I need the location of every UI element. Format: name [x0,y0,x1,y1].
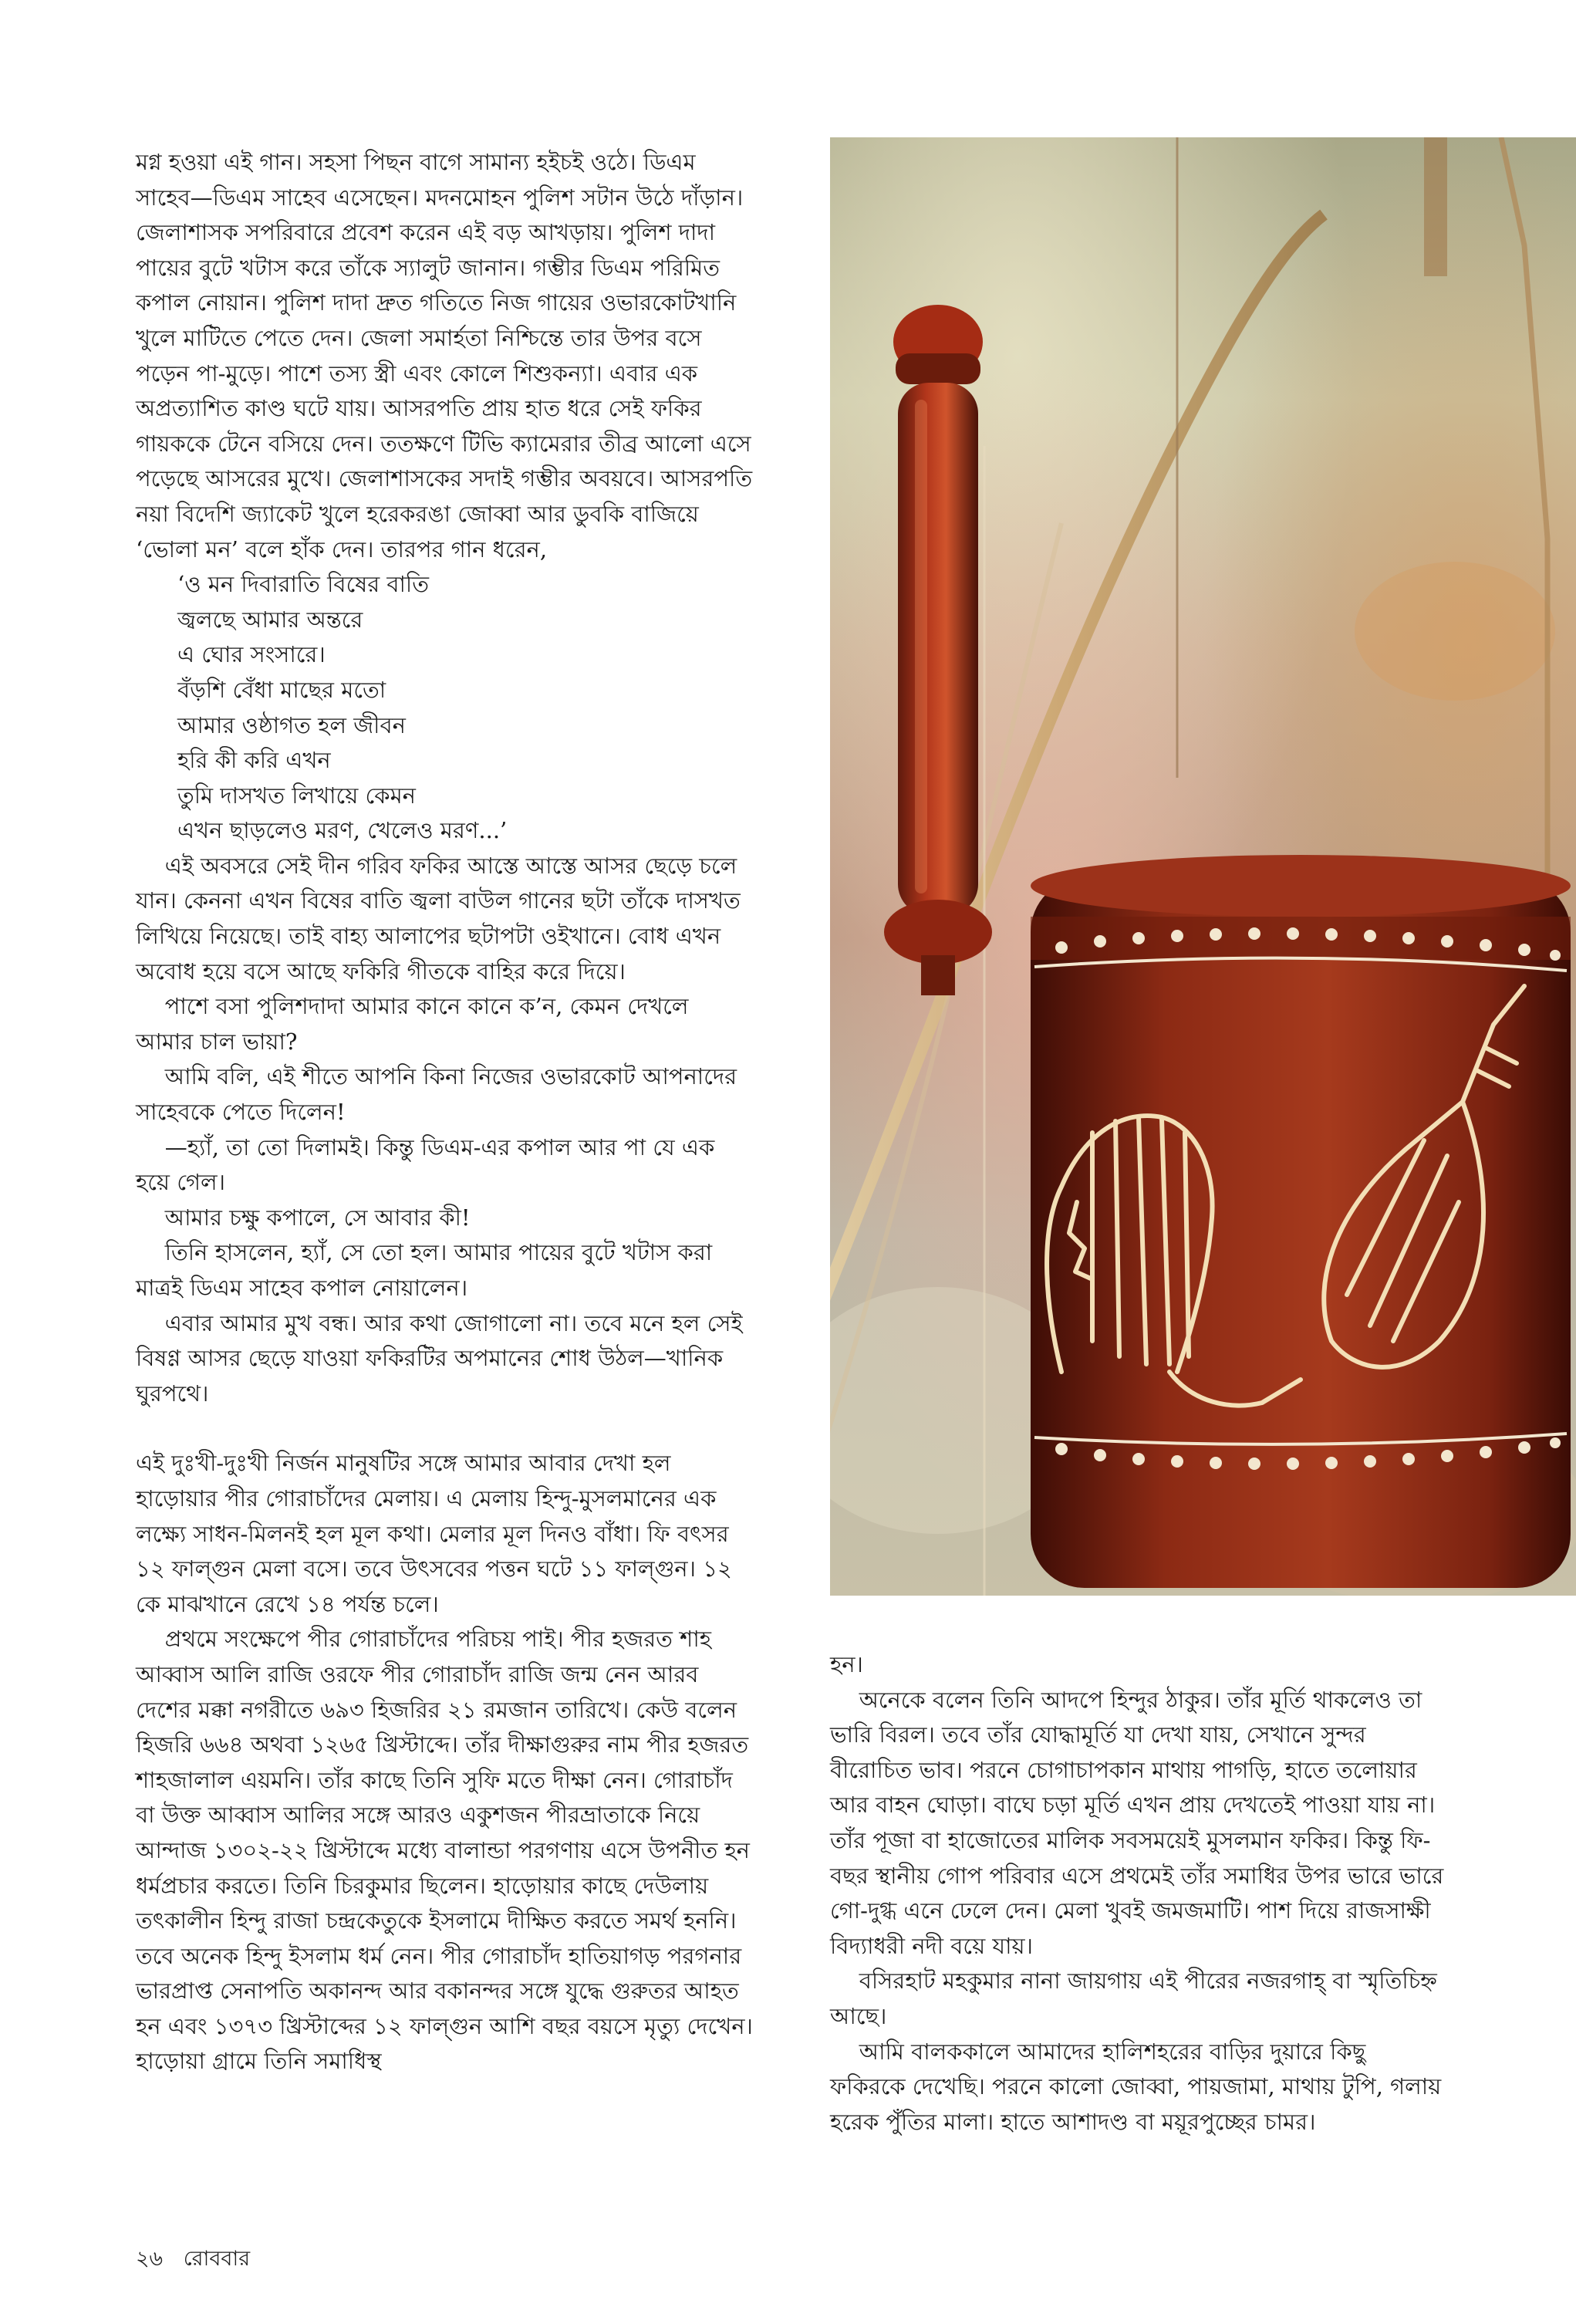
song-verse-line: এ ঘোর সংসারে। [177,641,326,668]
paragraph: হন। [830,1651,863,1677]
song-verse-line: জ্বলছে আমার অন্তরে [177,606,363,633]
paragraph: আমি বালককালে আমাদের হালিশহরের বাড়ির দুয়ারে কিছু ফকিরকে দেখেছি। পরনে কালো জোব্বা, পায়জামা, মাথায় টুপি, গলায় হরেক পুঁতির মালা। হাতে আশাদণ্ড বা ময়ূরপুচ্ছের চামর। [830,2038,1442,2135]
right-text-column [830,1647,1447,2140]
paragraph: এই দুঃখী-দুঃখী নির্জন মানুষটির সঙ্গে আমার আবার দেখা হল হাড়োয়ার পীর গোরাচাঁদের মেলায়। এ মেলায় হিন্দু-মুসলমানের এক লক্ষ্যে সাধন-মিলনই হল মূল কথা। মেলার মূল দিনও বাঁধা। ফি বৎসর ১২ ফাল্গুন মেলা বসে। তবে উৎসবের পত্তন ঘটে ১১ ফাল্গুন। ১২ কে মাঝখানে রেখে ১৪ পর্যন্ত চলে। [136,1450,732,1617]
page-footer [136,2244,264,2275]
song-verse-line: তুমি দাসখত লিখায়ে কেমন [177,782,416,809]
song-verse-line: ‘ও মন দিবারাতি বিষের বাতি [177,571,429,598]
paragraph: এই অবসরে সেই দীন গরিব ফকির আস্তে আস্তে আসর ছেড়ে চলে যান। কেননা এখন বিষের বাতি জ্বলা বাউল গানের ছটা তাঁকে দাসখত লিখিয়ে নিয়েছে। তাই বাহ্য আলাপের ছটাপটা ওইখানে। বোধ এখন অবোধ হয়ে বসে আছে ফকিরি গীতকে বাহির করে দিয়ে। [136,852,741,985]
ektara-photo [830,137,1576,1596]
paragraph: আমার চক্ষু কপালে, সে আবার কী! [164,1204,471,1231]
paragraph: অনেকে বলেন তিনি আদপে হিন্দুর ঠাকুর। তাঁর মূর্তি থাকলেও তা ভারি বিরল। তবে তাঁর যোদ্ধামূর্তি যা দেখা যায়, সেখানে সুন্দর বীরোচিত ভাব। পরনে চোগাচাপকান মাথায় পাগড়ি, হাতে তলোয়ার আর বাহন ঘোড়া। বাঘে চড়া মূর্তি এখন প্রায় দেখতেই পাওয়া যায় না। তাঁর পূজা বা হাজোতের মালিক সবসময়েই মুসলমান ফকির। কিন্তু ফি-বছর স্থানীয় গোপ পরিবার এসে প্রথমেই তাঁর সমাধির উপর ভারে ভারে গো-দুগ্ধ এনে ঢেলে দেন। মেলা খুবই জমজমাটি। পাশ দিয়ে রাজসাক্ষী বিদ্যাধরী নদী বয়ে যায়। [830,1686,1444,1959]
song-verse-line: এখন ছাড়লেও মরণ, খেলেও মরণ...’ [177,817,508,844]
paragraph: বসিরহাট মহকুমার নানা জায়গায় এই পীরের নজরগাহ্ বা স্মৃতিচিহ্ন আছে। [830,1968,1437,2029]
paragraph: আমি বলি, এই শীতে আপনি কিনা নিজের ওভারকোট আপনাদের সাহেবকে পেতে দিলেন! [136,1063,737,1126]
paragraph: —হ্যাঁ, তা তো দিলামই। কিন্তু ডিএম-এর কপাল আর পা যে এক হয়ে গেল। [136,1133,715,1196]
paragraph: তিনি হাসলেন, হ্যাঁ, সে তো হল। আমার পায়ের বুটে খটাস করা মাত্রই ডিএম সাহেব কপাল নোয়ালেন। [136,1239,713,1301]
paragraph: এবার আমার মুখ বন্ধ। আর কথা জোগালো না। তবে মনে হল সেই বিষণ্ণ আসর ছেড়ে যাওয়া ফকিরটির অপমানের শোধ উঠল—খানিক ঘুরপথে। [136,1309,743,1407]
magazine-name: রোববার [183,2247,251,2271]
song-verse-line: বঁড়শি বেঁধা মাছের মতো [177,676,386,703]
paragraph: প্রথমে সংক্ষেপে পীর গোরাচাঁদের পরিচয় পাই। পীর হজরত শাহ আব্বাস আলি রাজি ওরফে পীর গোরাচাঁদ রাজি জন্ম নেন আরব দেশের মক্কা নগরীতে ৬৯৩ হিজরির ২১ রমজান তারিখে। কেউ বলেন হিজরি ৬৬৪ অথবা ১২৬৫ খ্রিস্টাব্দে। তাঁর দীক্ষাগুরুর নাম পীর হজরত শাহজালাল এয়মনি। তাঁর কাছে তিনি সুফি মতে দীক্ষা নেন। গোরাচাঁদ বা উক্ত আব্বাস আলির সঙ্গে আরও একুশজন পীরভ্রাতাকে নিয়ে আন্দাজ ১৩০২-২২ খ্রিস্টাব্দে মধ্যে বালান্ডা পরগণায় এসে উপনীত হন ধর্মপ্রচার করতে। তিনি চিরকুমার ছিলেন। হাড়োয়ার কাছে দেউলায় তৎকালীন হিন্দু রাজা চন্দ্রকেতুকে ইসলামে দীক্ষিত করতে সমর্থ হননি। তবে অনেক হিন্দু ইসলাম ধর্ম নেন। পীর গোরাচাঁদ হাতিয়াগড় পরগনার ভারপ্রাপ্ত সেনাপতি অকানন্দ আর বকানন্দর সঙ্গে যুদ্ধে গুরুতর আহত হন এবং ১৩৭৩ খ্রিস্টাব্দের ১২ ফাল্গুন আশি বছর বয়সে মৃত্যু দেখেন। হাড়োয়া গ্রামে তিনি সমাধিস্থ [136,1626,753,2075]
song-verse-line: হরি কী করি এখন [177,747,331,774]
page-number: ২৬ [136,2247,164,2271]
song-verse-line: আমার ওষ্ঠাগত হল জীবন [177,711,406,738]
section-break [136,1411,753,1446]
paragraph: মগ্ন হওয়া এই গান। সহসা পিছন বাগে সামান্য হইচই ওঠে। ডিএম সাহেব—ডিএম সাহেব এসেছেন। মদনমোহন পুলিশ সটান উঠে দাঁড়ান। জেলাশাসক সপরিবারে প্রবেশ করেন এই বড় আখড়ায়। পুলিশ দাদা পায়ের বুটে খটাস করে তাঁকে স্যালুট জানান। গম্ভীর ডিএম পরিমিত কপাল নোয়ান। পুলিশ দাদা দ্রুত গতিতে নিজ গায়ের ওভারকোটখানি খুলে মাটিতে পেতে দেন। জেলা সমার্হতা নিশ্চিন্তে তার উপর বসে পড়েন পা-মুড়ে। পাশে তস্য স্ত্রী এবং কোলে শিশুকন্যা। এবার এক অপ্রত্যাশিত কাণ্ড ঘটে যায়। আসরপতি প্রায় হাত ধরে সেই ফকির গায়ককে টেনে বসিয়ে দেন। ততক্ষণে টিভি ক্যামেরার তীব্র আলো এসে পড়েছে আসরের মুখে। জেলাশাসকের সদাই গম্ভীর অবয়বে। আসরপতি নয়া বিদেশি জ্যাকেট খুলে হরেকরঙা জোব্বা আর ডুবকি বাজিয়ে ‘ভোলা মন’ বলে হাঁক দেন। তারপর গান ধরেন, [136,149,753,562]
left-text-column [136,145,753,2079]
paragraph: পাশে বসা পুলিশদাদা আমার কানে কানে ক’ন, কেমন দেখলে আমার চাল ভায়া? [136,993,689,1055]
